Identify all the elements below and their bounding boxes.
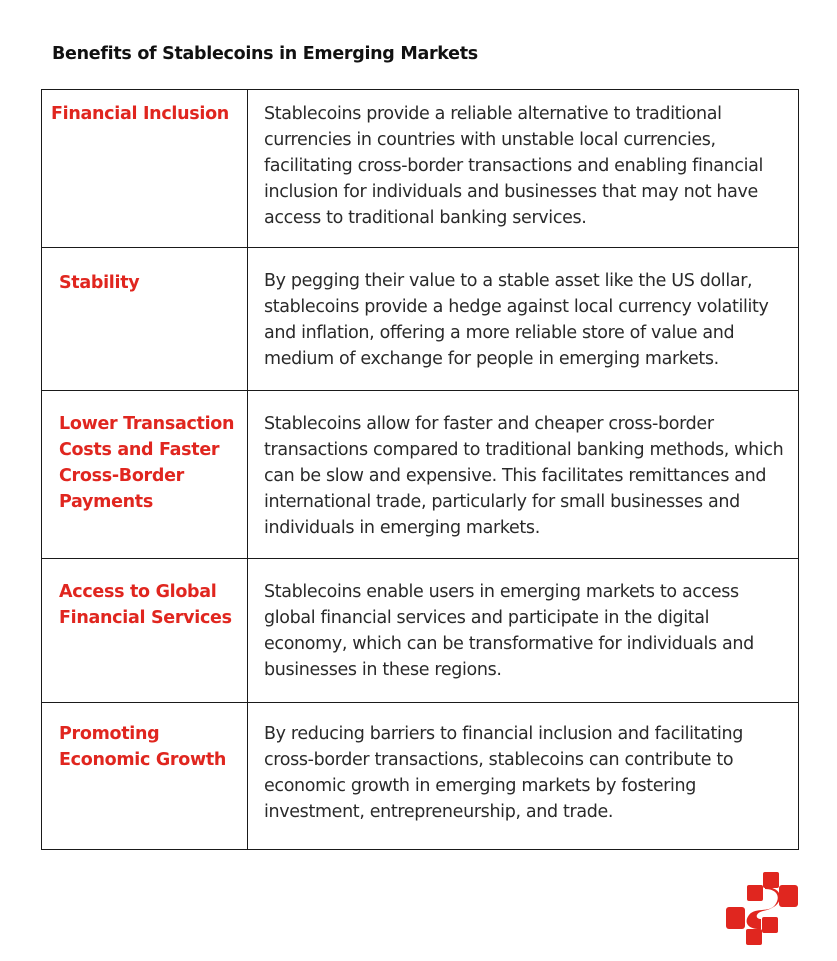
description-cell	[248, 391, 799, 559]
table-row	[42, 703, 799, 850]
description-cell	[248, 559, 799, 703]
description-cell	[248, 248, 799, 391]
benefit-cell	[42, 90, 248, 248]
red-stacked-blocks-logo-icon	[725, 871, 800, 946]
benefit-cell	[42, 559, 248, 703]
benefit-name: Financial Inclusion	[51, 104, 229, 124]
description-cell	[248, 703, 799, 850]
description-cell	[248, 90, 799, 248]
table-row	[42, 248, 799, 391]
benefit-cell	[42, 703, 248, 850]
benefit-name: Access to Global Financial Services	[59, 582, 232, 628]
benefit-description: By reducing barriers to financial inclusion and facilitating cross-border transactions, stablecoins can contribute to economic growth in emerging markets by fostering investment, entrepreneurship, and trade.	[264, 724, 744, 822]
page-title: Benefits of Stablecoins in Emerging Markets	[52, 44, 478, 64]
benefits-table	[41, 89, 799, 850]
benefit-cell	[42, 248, 248, 391]
table-row	[42, 559, 799, 703]
benefit-description: Stablecoins allow for faster and cheaper cross-border transactions compared to traditional banking methods, which can be slow and expensive. This facilitates remittances and international trade, particularly for small businesses and individuals in emerging markets.	[264, 414, 784, 538]
benefit-description: Stablecoins enable users in emerging markets to access global financial services and participate in the digital economy, which can be transformative for individuals and businesses in these regions.	[264, 582, 754, 680]
benefit-description: By pegging their value to a stable asset like the US dollar, stablecoins provide a hedge against local currency volatility and inflation, offering a more reliable store of value and medium of exchange for people in emerging markets.	[264, 271, 769, 369]
table-row	[42, 90, 799, 248]
benefit-name: Lower Transaction Costs and Faster Cross-Border Payments	[59, 414, 235, 512]
benefit-name: Promoting Economic Growth	[59, 724, 227, 770]
benefit-description: Stablecoins provide a reliable alternative to traditional currencies in countries with unstable local currencies, facilitating cross-border transactions and enabling financial inclusion for individuals and businesses that may not have access to traditional banking services.	[264, 104, 764, 228]
table-row	[42, 391, 799, 559]
benefit-name: Stability	[59, 273, 140, 293]
benefit-cell	[42, 391, 248, 559]
